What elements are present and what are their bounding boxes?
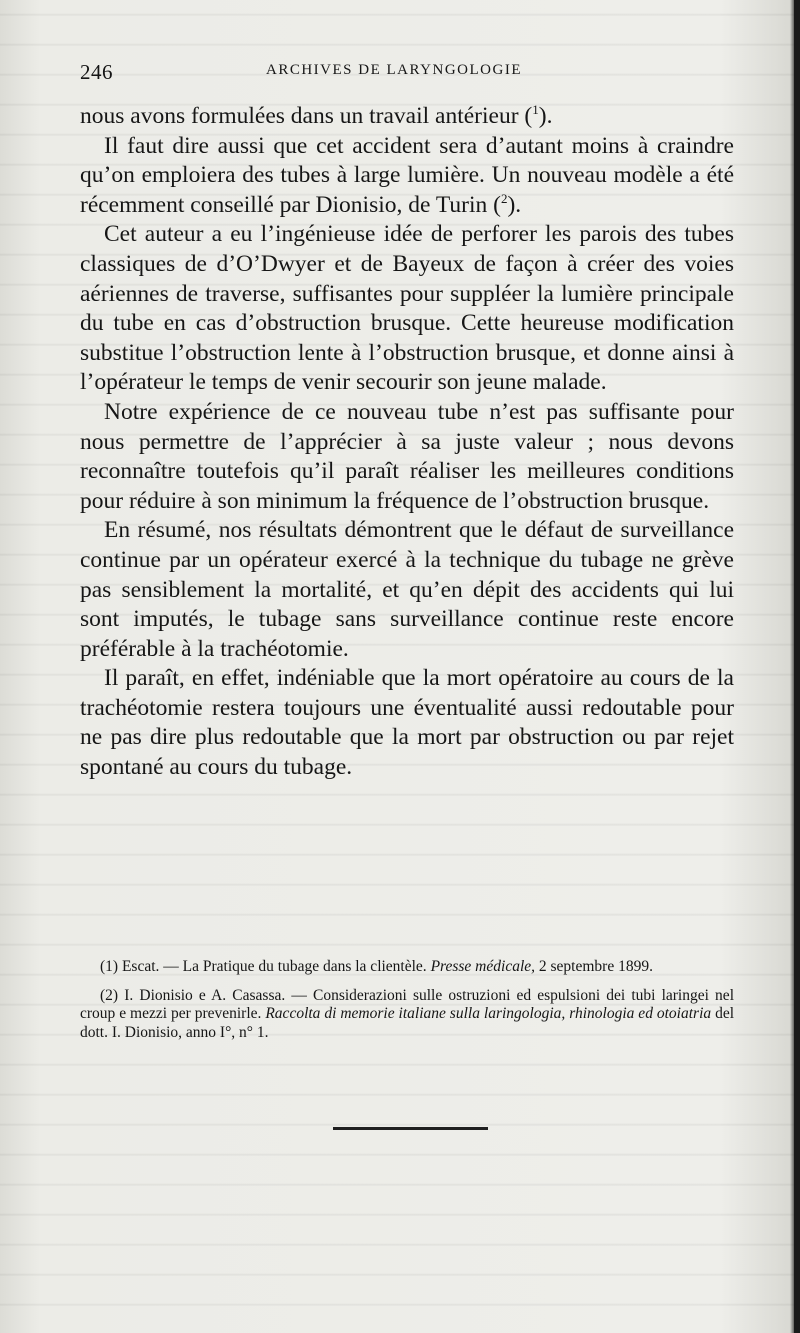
paragraph: Il paraît, en effet, indéniable que la mort opératoire au cours de la trachéotomie restera toujours une éventualité aussi redoutable pour ne pas dire plus redoutable que la mort par obstruction ou par rejet spontané au cours du tubage. [80, 665, 734, 781]
page-header [80, 58, 740, 88]
footnote-ref: 2 [500, 190, 508, 206]
body-text [80, 102, 734, 783]
footnote-ref: 1 [532, 102, 539, 118]
page-number: 246 [80, 60, 113, 84]
end-rule [333, 1127, 488, 1130]
paragraph: Il faut dire aussi que cet accident sera d’autant moins à craindre qu’on emploiera des tubes à large lumière. Un nouveau modèle a été récemment conseillé par Dionisio, de Turin ($^2$). [80, 132, 734, 218]
footnote: (1) Escat. — La Pratique du tubage dans la clientèle. Presse médicale, 2 septembre 1899. [100, 958, 653, 975]
paragraph: Notre expérience de ce nouveau tube n’est pas suffisante pour nous permettre de l’apprécier à sa juste valeur ; nous devons reconnaître toutefois qu’il paraît réaliser les meilleures conditions pour réduire à son minimum la fréquence de l’obstruction brusque. [80, 398, 734, 514]
paragraph: En résumé, nos résultats démontrent que le défaut de surveillance continue par un opérateur exercé à la technique du tubage ne grève pas sensiblement la mortalité, et qu’en dépit des accidents qui lui sont imputés, le tubage sans surveillance continue reste encore préférable à la trachéotomie. [80, 517, 734, 662]
paragraph: nous avons formulées dans un travail antérieur ($^1$). [80, 102, 553, 129]
paragraph: Cet auteur a eu l’ingénieuse idée de perforer les parois des tubes classiques de d’O’Dwyer et de Bayeux de façon à créer des voies aériennes de traverse, suffisantes pour suppléer la lumière principale du tube en cas d’obstruction brusque. Cette heureuse modification substitue l’obstruction lente à l’obstruction brusque, et donne ainsi à l’opérateur le temps de venir secourir son jeune malade. [80, 221, 734, 396]
book-spine-edge [794, 0, 800, 1333]
footnote-marker: (2) [100, 986, 119, 1004]
footnote: (2) I. Dionisio e A. Casassa. — Considerazioni sulle ostruzioni ed espulsioni dei tubi laringei nel croup e mezzi per prevenirle. Raccolta di memorie italiane sulla laringologia, rhinologia ed otoiatria del dott. I. Dionisio, anno I°, n° 1. [80, 986, 735, 1041]
running-head: ARCHIVES DE LARYNGOLOGIE [266, 62, 522, 78]
footnote-marker: (1) [100, 958, 119, 975]
footnotes [80, 958, 734, 1052]
